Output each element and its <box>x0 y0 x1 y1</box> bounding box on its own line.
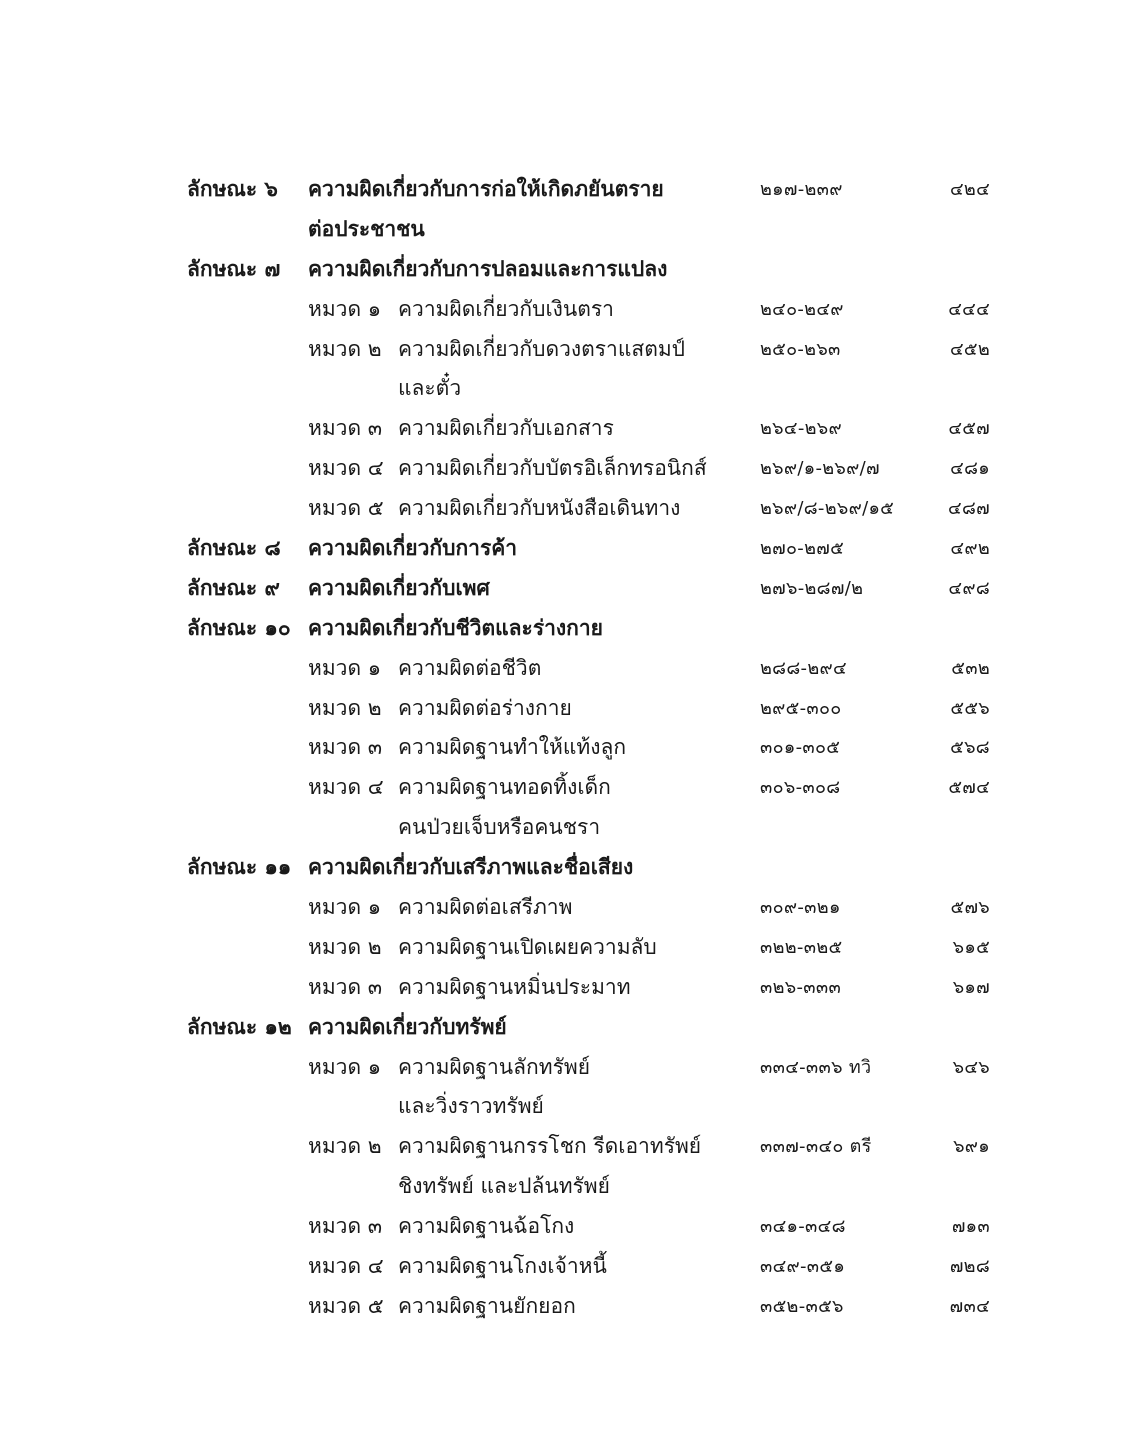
part-title: ความผิดเกี่ยวกับการก่อให้เกิดภยันตราย <box>308 177 664 201</box>
toc-chapter-row <box>0 888 1122 928</box>
toc-part-row <box>0 609 1122 649</box>
part-title: ความผิดเกี่ยวกับการค้า <box>308 536 518 561</box>
section-range: ๓๒๖-๓๓๓ <box>760 976 842 998</box>
toc-continuation-row <box>0 808 1122 848</box>
chapter-title: ความผิดฐานทำให้แท้งลูก <box>398 735 627 760</box>
chapter-title: ความผิดฐานโกงเจ้าหนี้ <box>398 1254 607 1279</box>
page-number: ๔๕๒ <box>949 338 990 360</box>
chapter-label: หมวด ๔ <box>308 1254 384 1279</box>
chapter-label: หมวด ๑ <box>308 655 382 680</box>
part-label: ลักษณะ ๙ <box>187 575 280 600</box>
page-number: ๗๒๘ <box>949 1256 990 1278</box>
toc-chapter-row <box>0 968 1122 1008</box>
chapter-title-continuation: คนป่วยเจ็บหรือคนชรา <box>398 815 601 840</box>
toc-chapter-row <box>0 449 1122 489</box>
chapter-title: ความผิดฐานทอดทิ้งเด็ก <box>398 775 611 800</box>
chapter-title: ความผิดฐานฉ้อโกง <box>398 1214 575 1239</box>
chapter-title: ความผิดฐานเปิดเผยความลับ <box>398 934 657 959</box>
chapter-title-continuation: ชิงทรัพย์ และปล้นทรัพย์ <box>398 1174 610 1199</box>
toc-part-row <box>0 569 1122 609</box>
part-label: ลักษณะ ๗ <box>187 256 281 281</box>
section-range: ๓๐๖-๓๐๘ <box>760 777 841 799</box>
page-number: ๕๓๒ <box>951 657 990 679</box>
page-number: ๖๑๕ <box>952 936 990 958</box>
section-range: ๒๑๗-๒๓๙ <box>760 179 843 200</box>
part-label: ลักษณะ ๖ <box>187 177 278 201</box>
chapter-title: ความผิดฐานลักทรัพย์ <box>398 1054 591 1079</box>
section-range: ๓๓๔-๓๓๖ ทวิ <box>760 1056 872 1078</box>
section-range: ๒๗๖-๒๘๗/๒ <box>760 577 864 599</box>
section-range: ๒๘๘-๒๙๔ <box>760 657 847 679</box>
section-range: ๒๕๐-๒๖๓ <box>760 338 841 360</box>
section-range: ๒๖๔-๒๖๙ <box>760 418 842 440</box>
section-range: ๓๕๒-๓๕๖ <box>760 1295 844 1317</box>
page-number: ๗๑๓ <box>951 1216 990 1238</box>
page-number: ๖๔๖ <box>952 1056 990 1078</box>
toc-continuation-row <box>0 1167 1122 1207</box>
page-number: ๔๒๔ <box>949 179 990 200</box>
page-number: ๖๙๑ <box>953 1136 990 1158</box>
toc-part-row <box>0 848 1122 888</box>
toc-chapter-row <box>0 728 1122 768</box>
chapter-title: ความผิดเกี่ยวกับเงินตรา <box>398 296 614 321</box>
toc-chapter-row <box>0 768 1122 808</box>
toc-continuation-row <box>0 210 1122 250</box>
chapter-title-continuation: และวิ่งราวทรัพย์ <box>398 1094 544 1119</box>
page-number: ๕๖๘ <box>950 737 990 759</box>
table-of-contents <box>0 170 1122 1327</box>
toc-chapter-row <box>0 1247 1122 1287</box>
page-number: ๔๙๘ <box>948 577 990 599</box>
chapter-label: หมวด ๒ <box>308 934 382 959</box>
toc-continuation-row <box>0 1087 1122 1127</box>
chapter-title: ความผิดเกี่ยวกับหนังสือเดินทาง <box>398 496 681 521</box>
chapter-title: ความผิดเกี่ยวกับเอกสาร <box>398 416 614 441</box>
page-number: ๖๑๗ <box>952 976 990 998</box>
toc-chapter-row <box>0 1207 1122 1247</box>
part-label: ลักษณะ ๑๐ <box>187 615 291 640</box>
section-range: ๓๐๙-๓๒๑ <box>760 897 841 919</box>
chapter-label: หมวด ๕ <box>308 1293 384 1318</box>
part-title: ความผิดเกี่ยวกับชีวิตและร่างกาย <box>308 615 603 640</box>
section-range: ๓๔๑-๓๔๘ <box>760 1216 846 1238</box>
section-range: ๒๔๐-๒๔๙ <box>760 298 844 320</box>
toc-part-row <box>0 170 1122 210</box>
toc-part-row <box>0 529 1122 569</box>
chapter-label: หมวด ๔ <box>308 775 384 800</box>
chapter-label: หมวด ๕ <box>308 496 384 521</box>
part-title: ความผิดเกี่ยวกับการปลอมและการแปลง <box>308 256 668 281</box>
part-title: ความผิดเกี่ยวกับเสรีภาพและชื่อเสียง <box>308 855 634 880</box>
chapter-label: หมวด ๒ <box>308 1134 382 1159</box>
section-range: ๓๐๑-๓๐๕ <box>760 737 841 759</box>
part-title-continuation: ต่อประชาชน <box>308 216 425 241</box>
chapter-title: ความผิดต่อชีวิต <box>398 655 542 680</box>
toc-chapter-row <box>0 409 1122 449</box>
toc-continuation-row <box>0 369 1122 409</box>
section-range: ๓๒๒-๓๒๕ <box>760 936 843 958</box>
toc-chapter-row <box>0 1127 1122 1167</box>
toc-part-row <box>0 250 1122 290</box>
chapter-label: หมวด ๓ <box>308 974 383 999</box>
chapter-title: ความผิดเกี่ยวกับดวงตราแสตมป์ <box>398 336 686 361</box>
toc-chapter-row <box>0 1048 1122 1088</box>
section-range: ๒๖๙/๘-๒๖๙/๑๕ <box>760 498 895 520</box>
page-number: ๕๗๔ <box>948 777 990 799</box>
toc-chapter-row <box>0 689 1122 729</box>
page-number: ๕๗๖ <box>950 897 990 919</box>
chapter-title: ความผิดฐานยักยอก <box>398 1293 576 1318</box>
chapter-label: หมวด ๓ <box>308 735 383 760</box>
page-number: ๗๓๔ <box>949 1295 990 1317</box>
chapter-label: หมวด ๑ <box>308 1054 382 1079</box>
chapter-label: หมวด ๓ <box>308 1214 383 1239</box>
section-range: ๓๔๙-๓๕๑ <box>760 1256 846 1278</box>
page-number: ๔๘๑ <box>950 458 990 480</box>
part-title: ความผิดเกี่ยวกับเพศ <box>308 575 490 600</box>
page-number: ๔๕๗ <box>948 418 990 440</box>
toc-chapter-row <box>0 330 1122 370</box>
chapter-title: ความผิดเกี่ยวกับบัตรอิเล็กทรอนิกส์ <box>398 456 707 481</box>
chapter-label: หมวด ๔ <box>308 456 384 481</box>
toc-chapter-row <box>0 928 1122 968</box>
chapter-title: ความผิดต่อเสรีภาพ <box>398 895 573 920</box>
chapter-label: หมวด ๑ <box>308 895 382 920</box>
section-range: ๒๗๐-๒๗๕ <box>760 538 845 560</box>
toc-part-row <box>0 1008 1122 1048</box>
chapter-label: หมวด ๒ <box>308 695 382 720</box>
part-label: ลักษณะ ๑๑ <box>187 855 292 880</box>
page-number: ๔๔๔ <box>948 298 990 320</box>
toc-chapter-row <box>0 290 1122 330</box>
toc-chapter-row <box>0 649 1122 689</box>
chapter-title: ความผิดต่อร่างกาย <box>398 695 572 720</box>
toc-chapter-row <box>0 1287 1122 1327</box>
chapter-label: หมวด ๓ <box>308 416 383 441</box>
part-title: ความผิดเกี่ยวกับทรัพย์ <box>308 1014 507 1039</box>
chapter-label: หมวด ๒ <box>308 336 382 361</box>
page-number: ๔๘๗ <box>948 498 990 520</box>
chapter-title: ความผิดฐานหมิ่นประมาท <box>398 974 631 999</box>
toc-chapter-row <box>0 489 1122 529</box>
chapter-title: ความผิดฐานกรรโชก รีดเอาทรัพย์ <box>398 1134 702 1159</box>
section-range: ๒๖๙/๑-๒๖๙/๗ <box>760 458 880 480</box>
page-number: ๔๙๒ <box>950 538 990 560</box>
page-number: ๕๕๖ <box>950 697 990 719</box>
chapter-label: หมวด ๑ <box>308 296 382 321</box>
section-range: ๒๙๕-๓๐๐ <box>760 697 842 719</box>
part-label: ลักษณะ ๑๒ <box>187 1014 292 1039</box>
chapter-title-continuation: และตั๋ว <box>398 376 462 401</box>
section-range: ๓๓๗-๓๔๐ ตรี <box>760 1136 872 1158</box>
part-label: ลักษณะ ๘ <box>187 536 281 561</box>
